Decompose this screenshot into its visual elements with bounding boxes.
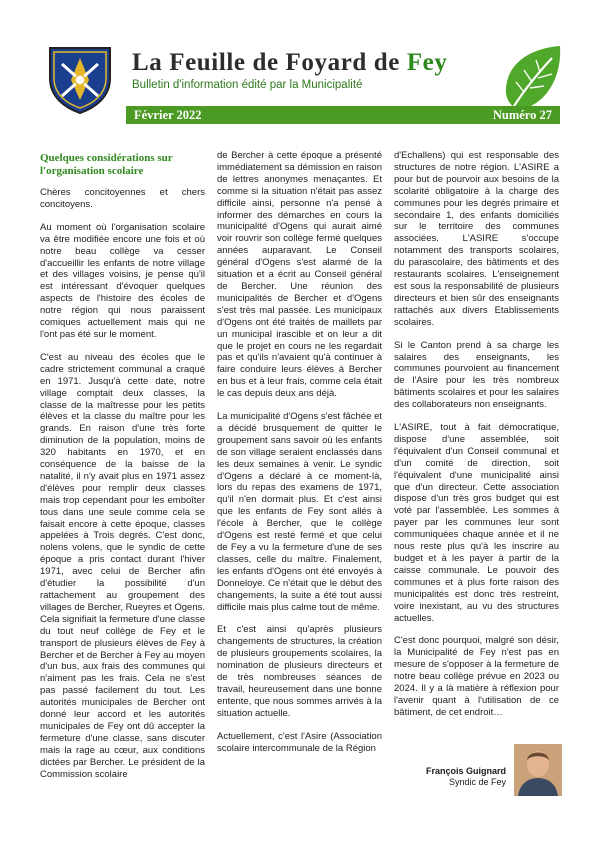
paragraph: Actuellement, c'est l'Asire (Association scolaire intercommunale de la Région	[217, 730, 382, 754]
article-column-1	[40, 152, 205, 792]
paragraph: C'est donc pourquoi, malgré son désir, la Municipalité de Fey n'est pas en mesure de s'opposer à la fermeture de notre beau collège prévue en 2023 ou 2024. Il y a là matière à réflexion pour l'avenir quant à l'utilisation de ce bâtiment, de cet endroit…	[394, 635, 559, 718]
paragraph: Si le Canton prend à sa charge les salaires des enseignants, les communes pourvoient au financement de l'Asire pour les très nombreux bâtiments scolaires et pour les salaires des collaborateurs non enseignants.	[394, 339, 559, 411]
paragraph: C'est au niveau des écoles que le cadre strictement communal a craqué en 1971. Jusqu'à cette date, notre village comptait deux classes, la classe de la maîtresse pour les petits élèves et la classe du maître pour les grands. En raison d'une très forte diminution de la population, moins de 320 habitants en 1970, et en conséquence de la baisse de la natalité, il n'y avait plus en 1971 assez d'élèves pour remplir deux classes mais trop cependant pour les emboîter tous dans une seule comme cela se faisait encore à cette époque, classes appelées à Trois degrés. C'est donc, nolens volens, que le syndic de cette époque a pris contact durant l'hiver 1971, avec celui de Bercher afin d'étudier la possibilité d'un rattachement au groupement des villages de Bercher, Rueyres et Ogens. Cela signifiait la fermeture d'une classe du tout neuf collège de Fey et le transport de plusieurs élèves de Fey à Bercher et de Bercher à Fey au moyen d'un bus, aux frais des communes qui n'aiment pas les frais. Cela ne s'est pas passé facilement du tout. Les autorités municipales de Bercher ont donné leur accord et les autorités municipales de Fey ont dû accepter la fermeture d'une classe, sans discuter mais la rage au cœur, aux conditions dictées par Bercher. Le président de la Commission scolaire	[40, 351, 205, 780]
paragraph: de Bercher à cette époque a présenté immédiatement sa démission en raison de lettres anonymes menaçantes. Et comme si la situation n'était pas assez difficile ainsi, personne n'a pensé à informer des démarches en cours la municipalité d'Ogens qui aurait aimé voir rouvrir son collège fermé quelques années auparavant. Le Conseil général d'Ogens s'est alarmé de la situation et a écrit au Conseil général de Bercher. Une réunion des municipalités de Bercher et d'Ogens s'est très mal passée. Les municipaux d'Ogens ont été traités de maillets par un municipal irascible et on leur a dit que le projet en cours ne les regardait pas et qu'ils n'avaient qu'à continuer à faire conduire leurs élèves à Bercher en bus et à leur frais, comme cela était le cas depuis deux ans déjà.	[217, 150, 382, 400]
paragraph: Et c'est ainsi qu'après plusieurs changements de structures, la création de plusieurs groupements scolaires, la nomination de plusieurs directeurs et de très nombreuses séances de travail, heureusement dans une bonne entente, que nous sommes arrivés à la situation actuelle.	[217, 624, 382, 719]
issue-date: Février 2022	[134, 107, 202, 122]
portrait-photo	[514, 744, 562, 796]
issue-number: Numéro 27	[492, 107, 552, 122]
article-column-3	[394, 150, 559, 730]
coat-of-arms-icon	[44, 44, 116, 116]
paragraph: Chères concitoyennes et chers concitoyens.	[40, 187, 205, 210]
newsletter-title: La Feuille de Foyard de Fey	[132, 49, 448, 76]
title-accent: Fey	[406, 49, 448, 76]
signature-block	[400, 744, 562, 796]
subtitle: Bulletin d'information édité par la Municipalité	[132, 79, 363, 91]
paragraph: La municipalité d'Ogens s'est fâchée et a décidé brusquement de quitter le groupement sans savoir où les enfants de son village seraient enclassés dans les deux semaines à venir. Le syndic d'Ogens a déclaré à ce moment-là, lors du repas des examens de 1971, qu'il n'en dormait plus. Et c'est ainsi que les enfants de Fey sont allés à l'école à Bercher, que le collège d'Ogens est resté fermé et que celui de Fey a vu la fermeture d'une de ses classes, celle du maître. Finalement, les enfants d'Ogens ont été envoyés à Donneloye. Ce n'était que le début des changements, la suite a été tout aussi difficile mais plus calme tout de même.	[217, 411, 382, 613]
date-band	[126, 106, 560, 124]
signer-role: Syndic de Fey	[448, 777, 506, 787]
paragraph: d'Echallens) qui est responsable des structures de notre région. L'ASIRE a pour but de pourvoir aux besoins de la scolarité obligatoire à la charge des communes pour les degrés primaire et secondaire 1, des enfants domiciliés sur le territoire des communes associées. L'ASIRE s'occupe notamment des transports scolaires, du parascolaire, des bâtiments et des restaurants scolaires. L'enseignement est sous la responsabilité de plusieurs directeurs et bien sûr des enseignants rattachés aux divers Etablissements scolaires.	[394, 150, 559, 328]
masthead	[132, 48, 502, 91]
paragraph: Au moment où l'organisation scolaire va être modifiée encore une fois et où notre beau collège va cesser d'accueillir les enfants de notre village et des villages voisins, je pense qu'il est intéressant d'évoquer quelques aspects de l'histoire des écoles de notre région qui nous paraissent comiques actuellement mais qui ne l'ont pas été sur le moment.	[40, 221, 205, 340]
paragraph: L'ASIRE, tout à fait démocratique, dispose d'une assemblée, soit l'équivalent d'un Conseil communal et d'un comité de direction, soit l'équivalent d'une municipalité ainsi que d'un directeur. Cette association dispose d'un très gros budget qui est voté par l'assemblée. Les sommes à payer par les communes leur sont communiquées chaque année et il ne nous reste plus qu'à les inscrire au budget et à les payer à partir de la caisse communale. Le pouvoir des communes et à plus forte raison des municipalités est donc très restreint, voire inexistant, au vu des structures actuelles.	[394, 422, 559, 624]
article-column-2	[217, 150, 382, 766]
signer-name: François Guignard	[425, 766, 506, 776]
article-heading: Quelques considérations sur l'organisation scolaire	[40, 152, 173, 177]
